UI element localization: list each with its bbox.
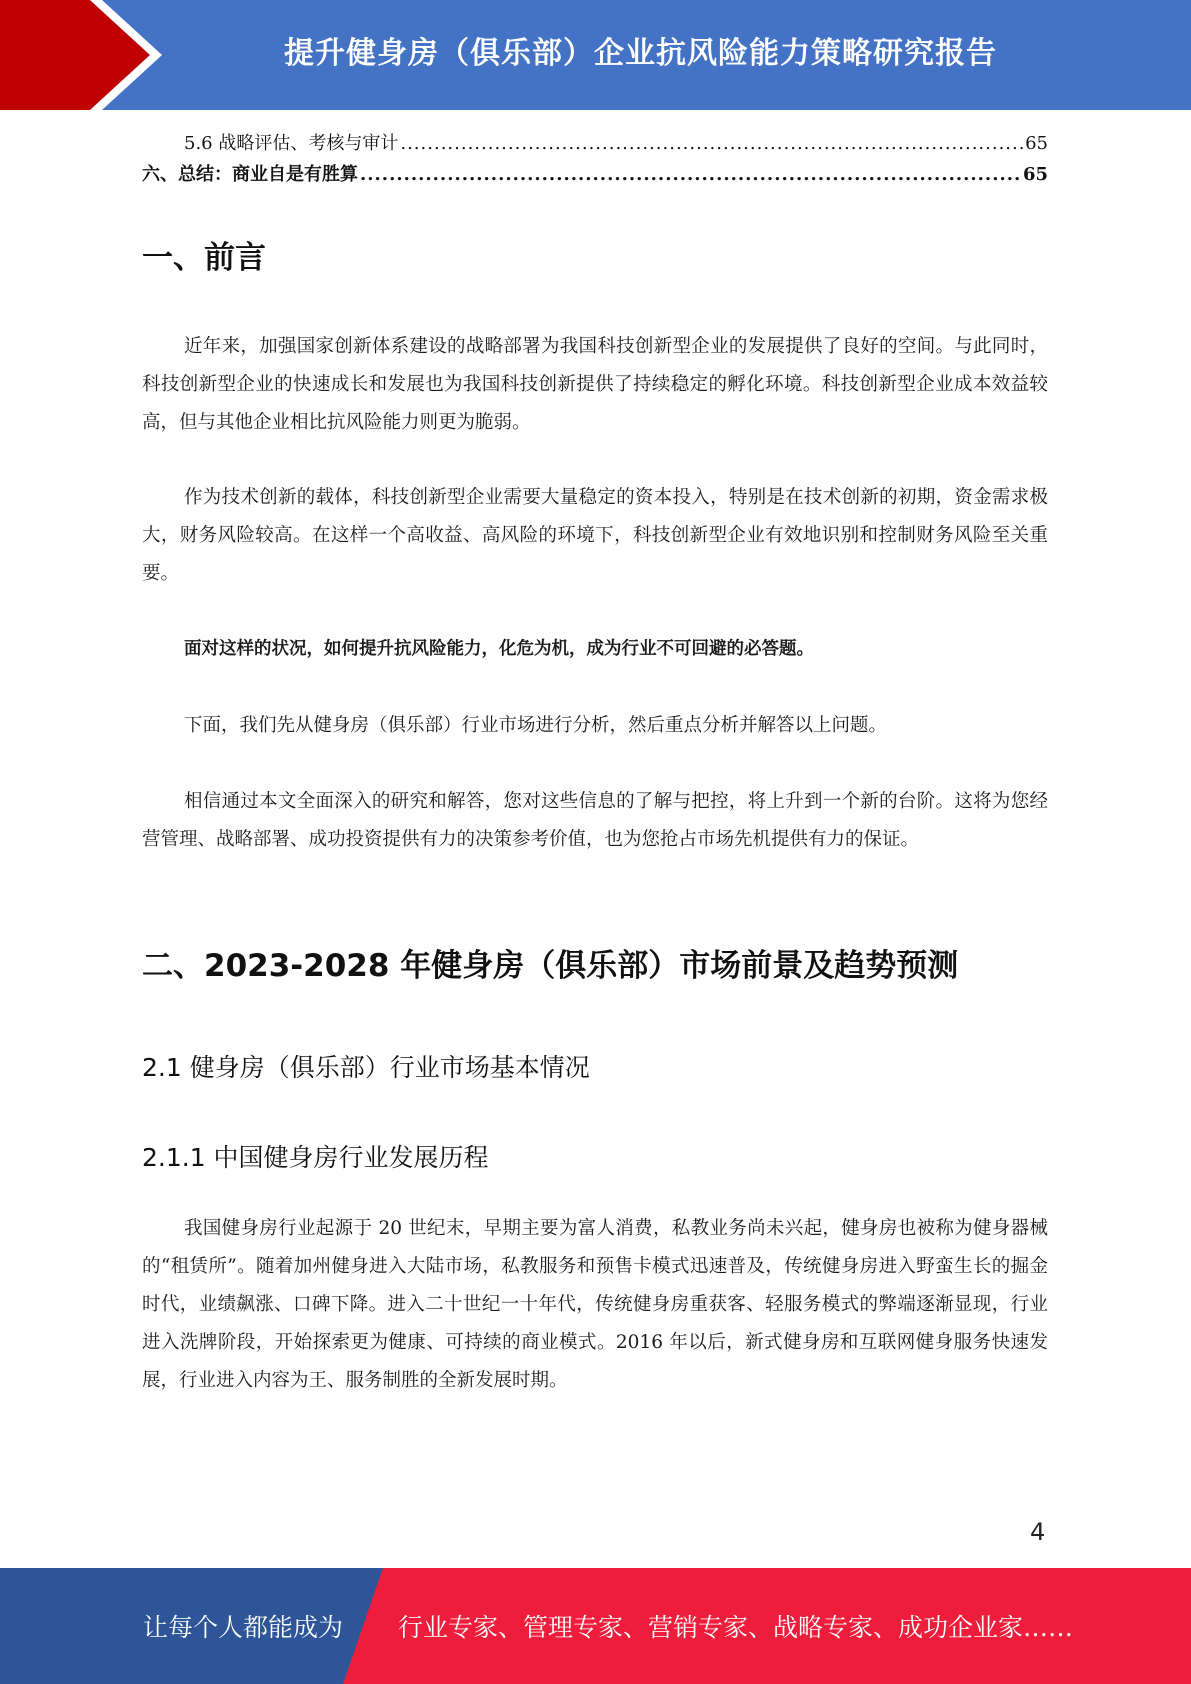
paragraph-emphasis: 面对这样的状况，如何提升抗风险能力，化危为机，成为行业不可回避的必答题。 <box>184 639 814 659</box>
subsection-heading: 2.1.1 中国健身房行业发展历程 <box>142 1143 489 1172</box>
toc-entry-label: 六、总结：商业自是有胜算 <box>142 164 358 185</box>
paragraph: 下面，我们先从健身房（俱乐部）行业市场进行分析，然后重点分析并解答以上问题。 <box>184 715 888 736</box>
page-number: 4 <box>1030 1518 1046 1546</box>
paragraph: 近年来，加强国家创新体系建设的战略部署为我国科技创新型企业的发展提供了良好的空间。与此同时，科技创新型企业的快速成长和发展也为我国科技创新提供了持续稳定的孵化环境。科技创新型企业成本效益较高，但与其他企业相比抗风险能力则更为脆弱。 <box>142 336 1048 433</box>
paragraph: 我国健身房行业起源于 20 世纪末，早期主要为富人消费，私教业务尚未兴起，健身房也被称为健身器械的“租赁所”。随着加州健身进入大陆市场，私教服务和预售卡模式迅速普及，传统健身房进入野蛮生长的掘金时代，业绩飙涨、口碑下降。进入二十世纪一十年代，传统健身房重获客、轻服务模式的弊端逐渐显现，行业进入洗牌阶段，开始探索更为健康、可持续的商业模式。2016 年以后，新式健身房和互联网健身服务快速发展，行业进入内容为王、服务制胜的全新发展时期。 <box>142 1218 1048 1391</box>
page-footer <box>0 1568 1191 1684</box>
page-header <box>0 0 1191 110</box>
toc-entry-label: 5.6 战略评估、考核与审计 <box>184 133 399 154</box>
toc-leader-dots <box>360 159 1021 190</box>
subsection-heading: 2.1 健身房（俱乐部）行业市场基本情况 <box>142 1053 590 1082</box>
toc-entry-page: 65 <box>1022 164 1048 185</box>
toc-leader-dots <box>400 128 1023 159</box>
table-of-contents <box>142 128 1048 190</box>
footer-slogan-right: 行业专家、管理专家、营销专家、战略专家、成功企业家…… <box>398 1613 1074 1642</box>
toc-entry-page: 65 <box>1025 133 1048 154</box>
paragraph: 相信通过本文全面深入的研究和解答，您对这些信息的了解与把控，将上升到一个新的台阶。这将为您经营管理、战略部署、成功投资提供有力的决策参考价值，也为您抢占市场先机提供有力的保证。 <box>142 791 1048 850</box>
toc-entry[interactable] <box>142 128 1048 159</box>
paragraph: 作为技术创新的载体，科技创新型企业需要大量稳定的资本投入，特别是在技术创新的初期，资金需求极大，财务风险较高。在这样一个高收益、高风险的环境下，科技创新型企业有效地识别和控制财务风险至关重要。 <box>142 487 1048 584</box>
toc-entry[interactable] <box>142 159 1048 190</box>
section-heading-chapter2: 二、2023-2028 年健身房（俱乐部）市场前景及趋势预测 <box>142 948 959 984</box>
footer-slogan-left: 让每个人都能成为 <box>143 1613 344 1642</box>
section-heading-preface: 一、前言 <box>142 240 266 276</box>
report-title: 提升健身房（俱乐部）企业抗风险能力策略研究报告 <box>284 36 997 71</box>
